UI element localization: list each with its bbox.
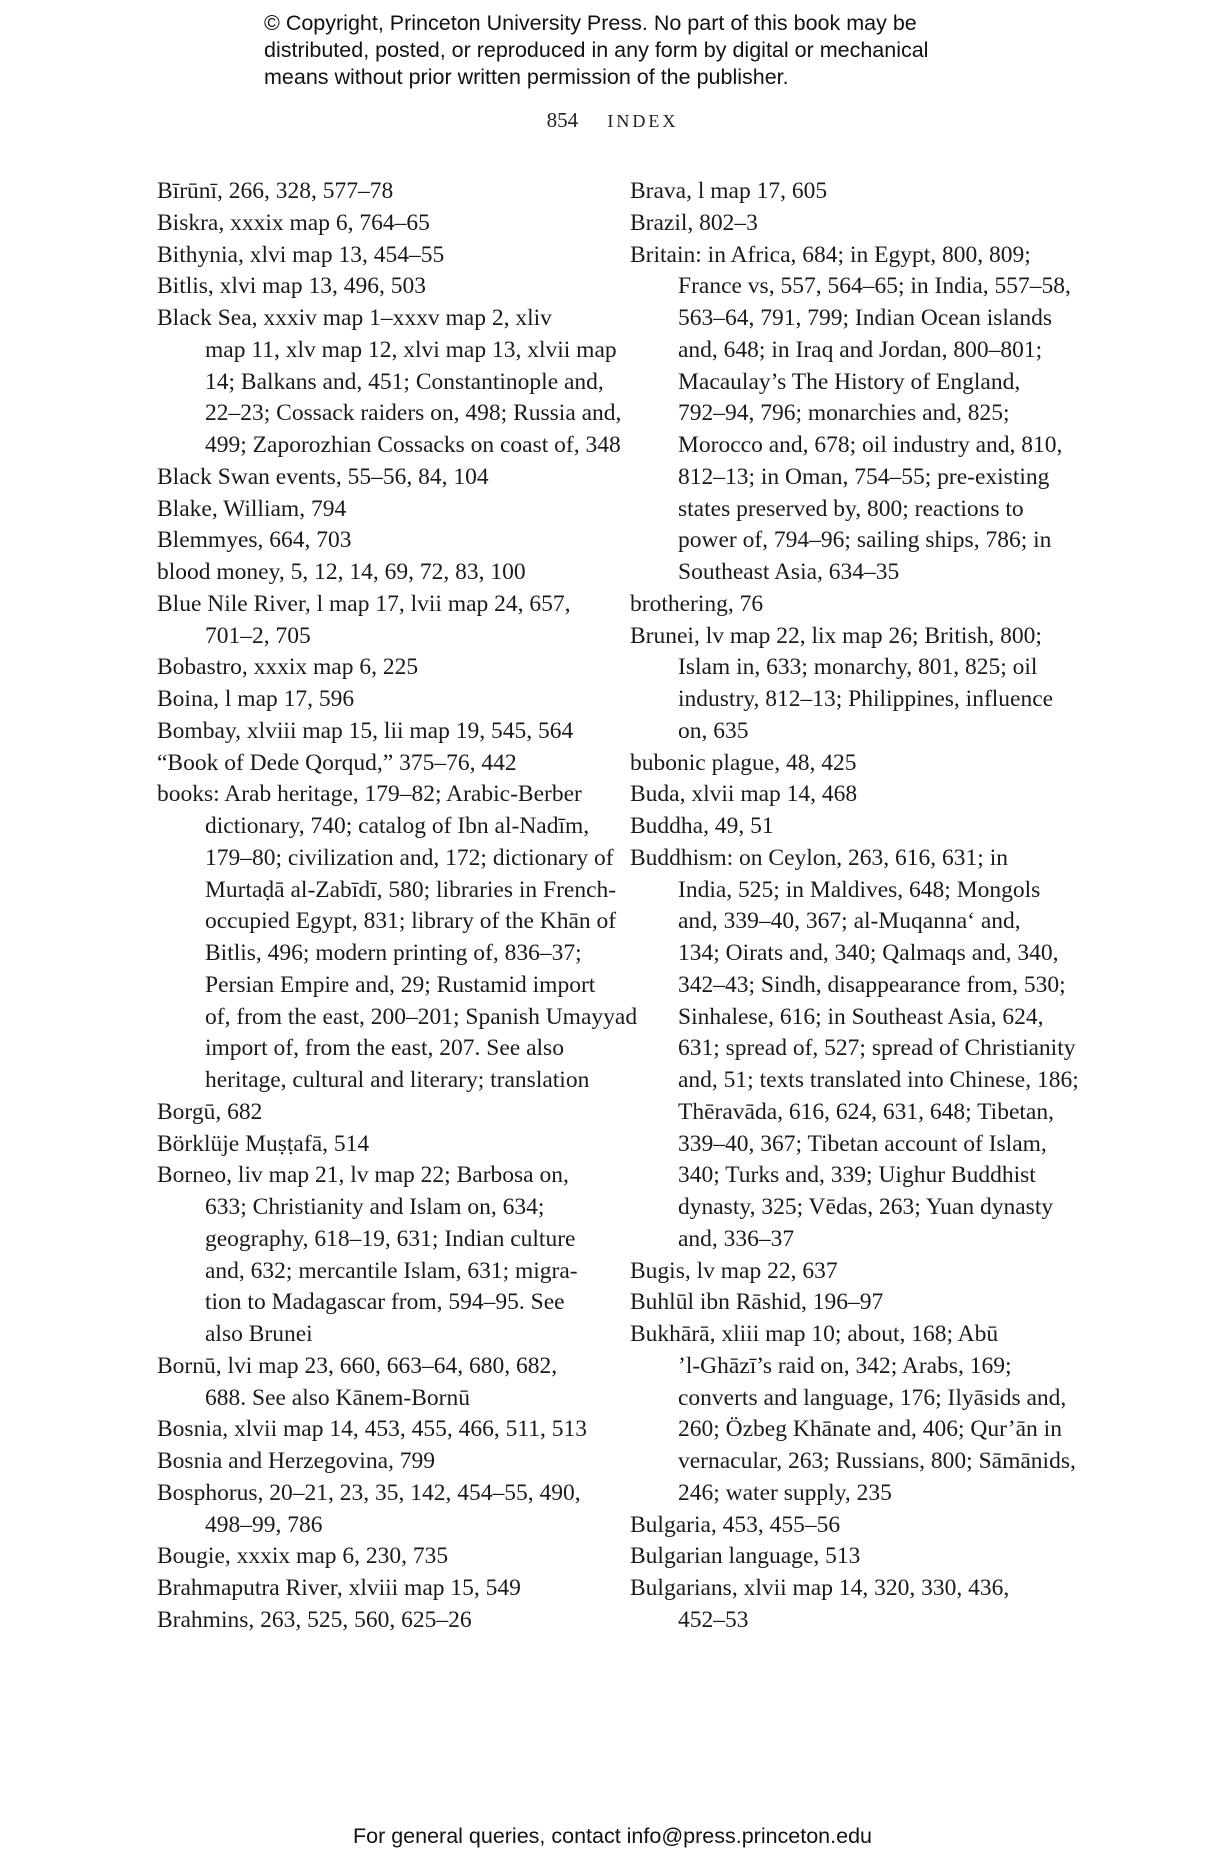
index-entry-line: Bugis, lv map 22, 637 — [630, 1257, 838, 1284]
index-entry-continuation: and, 648; in Iraq and Jordan, 800–801; — [678, 336, 1043, 363]
index-entry-continuation: geography, 618–19, 631; Indian culture — [205, 1225, 576, 1252]
index-entry — [157, 1446, 587, 1478]
index-entry-continuation: of, from the east, 200–201; Spanish Umayyad — [205, 1003, 638, 1030]
index-entry-continuation: and, 336–37 — [678, 1225, 795, 1252]
index-entry — [157, 462, 587, 494]
index-entry — [157, 1478, 587, 1542]
index-entry-line: Blemmyes, 664, 703 — [157, 527, 352, 554]
index-entry-continuation: Islam in, 633; monarchy, 801, 825; oil — [678, 654, 1038, 681]
index-entry — [157, 494, 587, 526]
index-entry-line: Bosnia, xlvii map 14, 453, 455, 466, 511, 513 — [157, 1416, 587, 1443]
index-entry-line: Börklüje Muṣṭafā, 514 — [157, 1130, 370, 1157]
index-entry — [157, 716, 587, 748]
index-entry-line: Bukhārā, xliii map 10; about, 168; Abū — [630, 1321, 999, 1347]
index-entry-line: Biskra, xxxix map 6, 764–65 — [157, 209, 430, 236]
index-entry-continuation: 452–53 — [678, 1606, 749, 1633]
index-entry-continuation: 342–43; Sindh, disappearance from, 530; — [678, 971, 1066, 998]
index-entry-continuation: 792–94, 796; monarchies and, 825; — [678, 400, 1010, 427]
index-entry — [157, 525, 587, 557]
index-entry — [630, 176, 1070, 208]
index-entry — [157, 1414, 587, 1446]
index-entry-continuation: 633; Christianity and Islam on, 634; — [205, 1194, 545, 1220]
index-entry — [157, 652, 587, 684]
index-entry — [157, 303, 622, 462]
copyright-notice — [264, 10, 1024, 91]
copyright-line: means without prior written permission of the publisher. — [264, 65, 789, 89]
index-column-right — [630, 176, 1079, 1637]
index-entry-line: Brunei, lv map 22, lix map 26; British, 800; — [630, 622, 1042, 649]
page-number: 854 — [546, 108, 579, 132]
index-entry-continuation: Southeast Asia, 634–35 — [678, 559, 900, 585]
index-entry-continuation: Bitlis, 496; modern printing of, 836–37; — [205, 940, 582, 966]
index-entry-line: Bornū, lvi map 23, 660, 663–64, 680, 682, — [157, 1352, 558, 1379]
index-entry-continuation: 260; Özbeg Khānate and, 406; Qur’ān in — [678, 1416, 1062, 1443]
index-entry-line: Brahmaputra River, xlviii map 15, 549 — [157, 1575, 521, 1601]
index-entry-continuation: also Brunei — [205, 1321, 313, 1347]
index-entry-line: Brahmins, 263, 525, 560, 625–26 — [157, 1606, 472, 1633]
copyright-line: © Copyright, Princeton University Press. No part of this book may be — [264, 11, 917, 35]
index-column-left — [157, 176, 638, 1637]
index-entry — [157, 1605, 587, 1637]
index-entry-continuation: dictionary, 740; catalog of Ibn al-Nadīm, — [205, 813, 590, 839]
index-entry-continuation: vernacular, 263; Russians, 800; Sāmānids, — [678, 1448, 1076, 1474]
index-entry — [630, 621, 1070, 748]
index-entry-continuation: India, 525; in Maldives, 648; Mongols — [678, 876, 1041, 903]
index-entry-continuation: Morocco and, 678; oil industry and, 810, — [678, 432, 1063, 458]
index-entry — [157, 779, 638, 1097]
index-entry — [157, 1160, 587, 1351]
index-entry-continuation: and, 339–40, 367; al-Muqanna‘ and, — [678, 908, 1021, 935]
index-entry-line: Black Sea, xxxiv map 1–xxxv map 2, xliv — [157, 305, 552, 331]
index-entry-line: Bosnia and Herzegovina, 799 — [157, 1448, 436, 1474]
index-entry-line: Bulgarian language, 513 — [630, 1543, 861, 1570]
index-entry-continuation: 246; water supply, 235 — [678, 1479, 892, 1506]
index-entry-line: Bulgaria, 453, 455–56 — [630, 1511, 841, 1538]
index-entry — [630, 811, 1070, 843]
index-entry — [157, 1097, 587, 1129]
index-entry-continuation: 701–2, 705 — [205, 622, 311, 649]
index-entry-line: books: Arab heritage, 179–82; Arabic-Berber — [157, 781, 582, 808]
footer-contact: For general queries, contact info@press.princeton.edu — [352, 1824, 872, 1848]
index-entry-continuation: import of, from the east, 207. See also — [205, 1035, 564, 1062]
index-entry — [157, 271, 587, 303]
index-entry-line: Buhlūl ibn Rāshid, 196–97 — [630, 1289, 884, 1316]
index-entry-continuation: 499; Zaporozhian Cossacks on coast of, 348 — [205, 432, 621, 458]
index-entry — [157, 1573, 587, 1605]
index-entry-continuation: map 11, xlv map 12, xlvi map 13, xlvii map — [205, 336, 617, 363]
index-entry — [630, 1573, 1070, 1637]
index-entry-continuation: converts and language, 176; Ilyāsids and, — [678, 1384, 1067, 1411]
index-entry-continuation: 812–13; in Oman, 754–55; pre-existing — [678, 463, 1050, 490]
index-entry — [630, 1319, 1076, 1510]
index-entry — [630, 208, 1070, 240]
copyright-line: distributed, posted, or reproduced in any form by digital or mechanical — [264, 38, 929, 62]
index-entry-line: Blake, William, 794 — [157, 495, 347, 522]
index-entry-line: Borgū, 682 — [157, 1098, 263, 1125]
index-entry-line: brothering, 76 — [630, 590, 764, 617]
index-entry-continuation: France vs, 557, 564–65; in India, 557–58, — [678, 273, 1071, 300]
index-entry — [630, 240, 1070, 589]
index-entry — [157, 684, 587, 716]
index-entry — [630, 843, 1079, 1256]
index-entry-continuation: 498–99, 786 — [205, 1511, 323, 1538]
index-entry-line: Bīrūnī, 266, 328, 577–78 — [157, 178, 394, 204]
index-entry-continuation: 563–64, 791, 799; Indian Ocean islands — [678, 305, 1052, 331]
index-entry — [157, 589, 587, 653]
index-entry-line: bubonic plague, 48, 425 — [630, 749, 857, 776]
index-entry-continuation: Macaulay’s The History of England, — [678, 368, 1021, 395]
index-entry-line: Bombay, xlviii map 15, lii map 19, 545, 564 — [157, 717, 574, 744]
index-entry — [157, 748, 587, 780]
index-entry — [630, 779, 1070, 811]
index-entry-line: Blue Nile River, l map 17, lvii map 24, 657, — [157, 590, 571, 617]
index-entry — [630, 589, 1070, 621]
index-entry-continuation: 179–80; civilization and, 172; dictionary of — [205, 844, 614, 871]
index-entry-line: Bulgarians, xlvii map 14, 320, 330, 436, — [630, 1575, 1010, 1601]
index-entry — [157, 1129, 587, 1161]
index-entry-line: Britain: in Africa, 684; in Egypt, 800, 809; — [630, 241, 1031, 268]
index-entry-continuation: 631; spread of, 527; spread of Christianity — [678, 1035, 1076, 1062]
index-entry-line: Buda, xlvii map 14, 468 — [630, 781, 858, 808]
index-entry-continuation: heritage, cultural and literary; translation — [205, 1067, 590, 1093]
index-entry-line: Brava, l map 17, 605 — [630, 178, 828, 204]
index-entry-continuation: 22–23; Cossack raiders on, 498; Russia and, — [205, 400, 622, 427]
index-entry-continuation: and, 51; texts translated into Chinese, 186; — [678, 1067, 1079, 1093]
index-entry — [157, 557, 587, 589]
index-entry-continuation: states preserved by, 800; reactions to — [678, 495, 1024, 522]
index-entry-continuation: power of, 794–96; sailing ships, 786; in — [678, 527, 1052, 554]
index-entry — [157, 1351, 587, 1415]
running-head — [0, 108, 1225, 133]
index-entry-continuation: 14; Balkans and, 451; Constantinople and, — [205, 368, 604, 395]
index-entry-continuation: occupied Egypt, 831; library of the Khān of — [205, 908, 617, 935]
index-entry-continuation: ’l-Ghāzī’s raid on, 342; Arabs, 169; — [678, 1352, 1012, 1379]
index-entry-continuation: Persian Empire and, 29; Rustamid import — [205, 971, 596, 998]
index-entry — [630, 1256, 1070, 1288]
index-entry — [157, 208, 587, 240]
index-entry — [630, 748, 1070, 780]
index-entry-continuation: 339–40, 367; Tibetan account of Islam, — [678, 1130, 1047, 1157]
index-entry-line: Bithynia, xlvi map 13, 454–55 — [157, 241, 445, 268]
index-entry-line: “Book of Dede Qorqud,” 375–76, 442 — [157, 749, 517, 776]
index-entry-line: Bitlis, xlvi map 13, 496, 503 — [157, 273, 426, 300]
index-entry-continuation: tion to Madagascar from, 594–95. See — [205, 1289, 565, 1316]
index-entry-continuation: Thēravāda, 616, 624, 631, 648; Tibetan, — [678, 1098, 1054, 1125]
index-entry-line: Bosphorus, 20–21, 23, 35, 142, 454–55, 490, — [157, 1479, 581, 1506]
index-entry — [157, 176, 587, 208]
index-entry-line: Buddha, 49, 51 — [630, 813, 774, 839]
index-entry-continuation: on, 635 — [678, 717, 749, 744]
index-entry-line: Buddhism: on Ceylon, 263, 616, 631; in — [630, 844, 1008, 871]
index-entry-line: Black Swan events, 55–56, 84, 104 — [157, 463, 489, 490]
index-entry-line: Bobastro, xxxix map 6, 225 — [157, 654, 419, 681]
index-entry — [157, 1541, 587, 1573]
index-entry-continuation: Murtaḍā al-Zabīdī, 580; libraries in French- — [205, 876, 617, 903]
index-entry-continuation: 688. See also Kānem-Bornū — [205, 1384, 470, 1411]
index-entry-line: blood money, 5, 12, 14, 69, 72, 83, 100 — [157, 559, 526, 585]
index-entry-continuation: dynasty, 325; Vēdas, 263; Yuan dynasty — [678, 1194, 1054, 1220]
index-entry — [630, 1510, 1070, 1542]
index-entry-continuation: industry, 812–13; Philippines, influence — [678, 686, 1054, 712]
index-entry-continuation: Sinhalese, 616; in Southeast Asia, 624, — [678, 1003, 1044, 1030]
index-entry-continuation: 134; Oirats and, 340; Qalmaqs and, 340, — [678, 940, 1059, 966]
section-title: INDEX — [607, 111, 679, 131]
index-entry — [630, 1541, 1070, 1573]
index-entry-line: Boina, l map 17, 596 — [157, 686, 355, 712]
index-entry — [630, 1287, 1070, 1319]
index-entry-line: Borneo, liv map 21, lv map 22; Barbosa on, — [157, 1162, 569, 1189]
index-entry-continuation: and, 632; mercantile Islam, 631; migra- — [205, 1257, 578, 1284]
index-entry — [157, 240, 587, 272]
index-entry-line: Bougie, xxxix map 6, 230, 735 — [157, 1543, 449, 1570]
index-entry-line: Brazil, 802–3 — [630, 209, 758, 236]
index-entry-continuation: 340; Turks and, 339; Uighur Buddhist — [678, 1162, 1036, 1189]
